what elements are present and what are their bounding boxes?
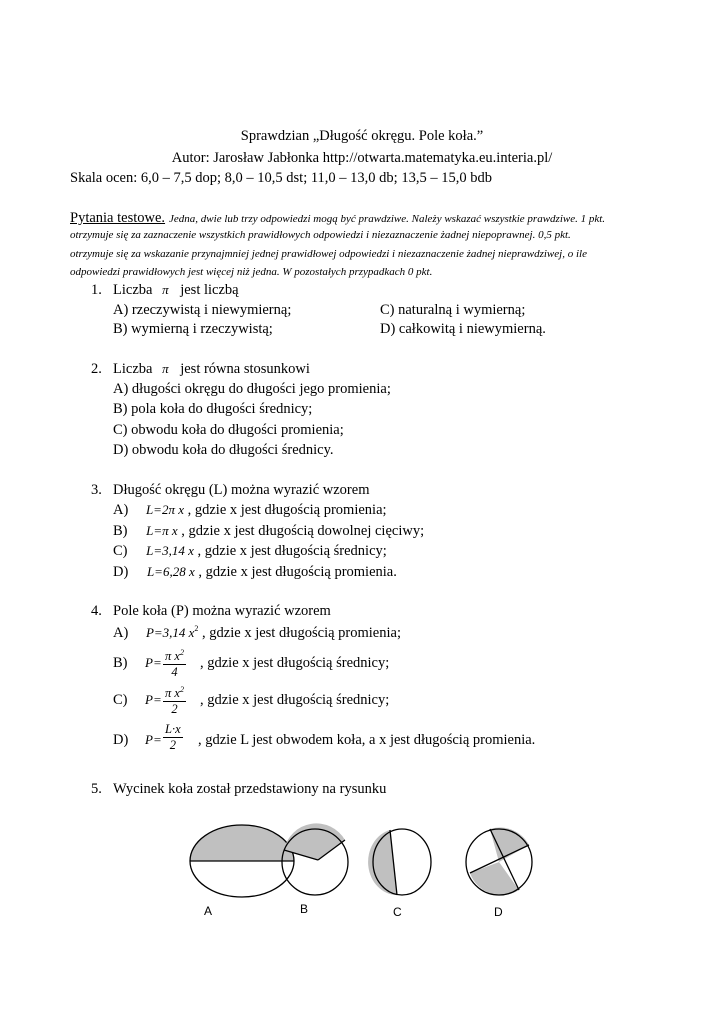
q1-option-a[interactable]: A) rzeczywistą i niewymierną; [113,302,292,318]
q4-option-a-formula: P=3,14 x [145,624,195,640]
q4-option-d-denominator: 2 [169,738,176,752]
q1-pi: π [162,282,169,297]
q4-option-b-numerator [163,645,186,665]
q4-number: 4. [91,603,102,619]
q4-option-a[interactable] [113,624,401,642]
circle-d-sector-1 [490,827,529,862]
q4-option-a-label: A) [113,624,129,641]
q4-stem: Pole koła (P) można wyrazić wzorem [113,603,331,619]
grading-scale: Skala ocen: 6,0 – 7,5 dop; 8,0 – 10,5 dst; 11,0 – 13,0 db; 13,5 – 15,0 bdb [70,170,492,186]
q3-option-c[interactable] [113,543,387,560]
instructions-text-3: otrzymuje się za wskazanie przynajmniej jednej prawidłowej odpowiedzi i niezaznaczenie żadnej nieprawdziwej, o ile [70,248,587,260]
q3-option-b[interactable] [113,523,424,540]
q4-option-c-num-text: π x [165,686,180,701]
q2-pi: π [162,361,169,376]
q4-option-b-lhs: P= [145,655,162,670]
q2-option-d[interactable]: D) obwodu koła do długości średnicy. [113,442,334,458]
q3-stem: Długość okręgu (L) można wyrazić wzorem [113,482,370,498]
figure-label-d: D [494,905,503,919]
q1-option-b[interactable]: B) wymierną i rzeczywistą; [113,321,273,337]
instructions-text-1: Jedna, dwie lub trzy odpowiedzi mogą być prawdziwe. Należy wskazać wszystkie prawdziwe. 1 pkt. [169,213,606,225]
q1-number: 1. [91,282,102,298]
q4-option-c-text: , gdzie x jest długością średnicy; [200,692,390,708]
circle-c[interactable] [368,829,431,895]
q3-option-b-formula: L=π x [146,523,178,538]
q3-option-d-label: D) [113,564,129,580]
q5-stem: Wycinek koła został przedstawiony na rysunku [113,781,387,797]
instructions-heading: Pytania testowe. [70,210,166,226]
instructions-line-1 [70,209,605,227]
q3-option-d[interactable] [113,564,397,581]
q2-stem-a: Liczba [113,361,153,377]
q4-option-d-label[interactable]: D) [113,732,129,748]
q4-option-c-numerator [163,682,186,702]
circle-d-sector-2 [470,862,519,895]
q3-option-b-text: , gdzie x jest długością dowolnej cięciwy; [181,523,425,539]
q3-option-d-text: , gdzie x jest długością promienia. [198,564,397,580]
q3-option-c-formula: L=3,14 x [146,543,194,558]
q3-option-a-formula: L=2π x [145,502,184,517]
q5-number: 5. [91,781,102,797]
q3-option-b-label: B) [113,523,128,539]
q1-stem-a: Liczba [113,282,153,298]
q1-option-d[interactable]: D) całkowitą i niewymierną. [380,321,546,337]
instructions-text-2: otrzymuje się za zaznaczenie wszystkich prawidłowych odpowiedzi i niezaznaczenie żadnej niepoprawnej. 0,5 pkt. [70,229,571,241]
q4-option-c-fraction [163,682,186,717]
q3-option-a-label: A) [113,502,129,518]
q4-option-a-exponent: 2 [194,624,199,633]
q3-option-a-text: , gdzie x jest długością promienia; [187,502,387,518]
q4-option-d-fraction [163,722,183,753]
instructions-text-4: odpowiedzi prawidłowych jest więcej niż jedna. W pozostałych przypadkach 0 pkt. [70,266,433,278]
q4-option-b-text: , gdzie x jest długością średnicy; [200,655,390,671]
q3-option-a[interactable] [113,502,387,519]
q4-option-c-exponent: 2 [179,685,184,694]
q2-number: 2. [91,361,102,377]
q4-option-c-label[interactable]: C) [113,692,128,708]
q1-stem-b: jest liczbą [180,282,239,298]
q2-stem [113,361,310,378]
q1-stem [113,282,239,299]
q3-option-c-text: , gdzie x jest długością średnicy; [197,543,387,559]
q4-option-d-numerator: L·x [165,722,181,736]
q4-option-d-text: , gdzie L jest obwodem koła, a x jest długością promienia. [198,732,536,748]
q4-option-b-num-text: π x [165,649,180,664]
figure-label-a: A [204,904,213,918]
q4-option-b-denominator: 4 [171,665,178,680]
circle-a[interactable] [190,825,294,897]
q3-option-c-label: C) [113,543,128,559]
figure-label-c: C [393,905,402,919]
q3-number: 3. [91,482,102,498]
q4-option-c-denominator: 2 [171,702,178,717]
q2-stem-b: jest równa stosunkowi [180,361,310,377]
q4-option-b-exponent: 2 [179,648,184,657]
q4-option-a-text: , gdzie x jest długością promienia; [202,624,401,641]
circle-d[interactable] [466,827,532,895]
q1-option-c[interactable]: C) naturalną i wymierną; [380,302,526,318]
q4-option-d-lhs: P= [145,732,162,747]
q3-option-d-formula: L=6,28 x [146,564,195,579]
circle-a-sector [190,825,294,861]
q2-option-b[interactable]: B) pola koła do długości średnicy; [113,401,313,417]
doc-author: Autor: Jarosław Jabłonka http://otwarta.matematyka.eu.interia.pl/ [171,150,553,166]
q4-option-c-lhs: P= [145,692,162,707]
doc-title: Sprawdzian „Długość okręgu. Pole koła.” [240,128,484,144]
q2-option-c[interactable]: C) obwodu koła do długości promienia; [113,422,344,438]
q4-option-b-label[interactable]: B) [113,655,128,671]
figure-label-b: B [300,902,309,916]
q2-option-a[interactable]: A) długości okręgu do długości jego promienia; [113,381,391,397]
q4-option-b-fraction [163,645,186,680]
